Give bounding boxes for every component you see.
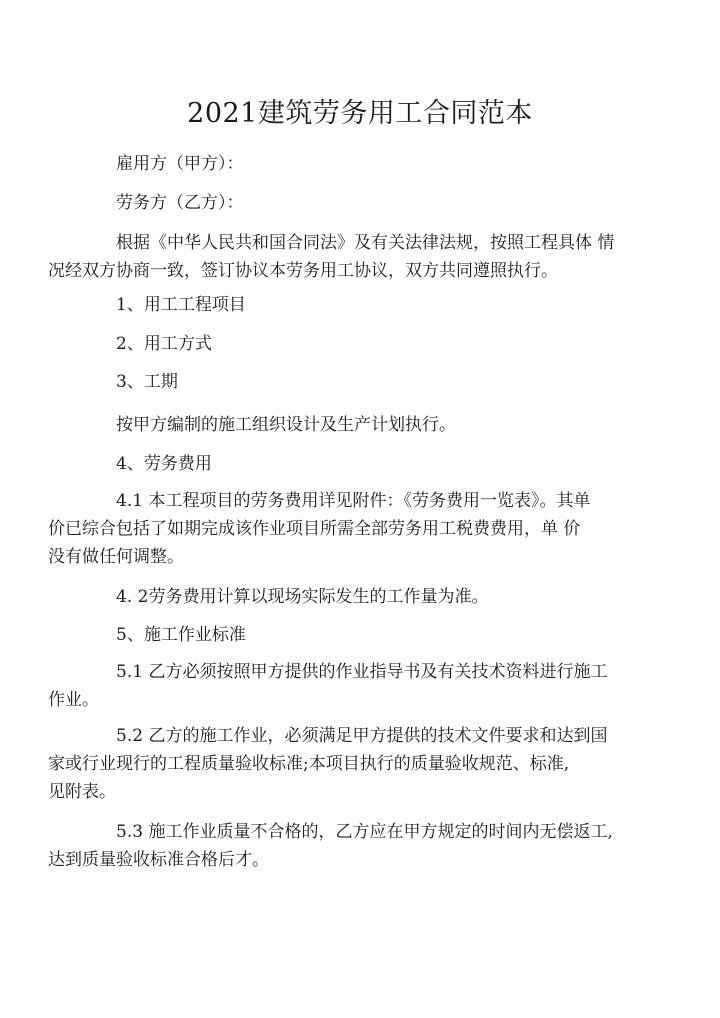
text-line: 5.2 乙方的施工作业，必须满足甲方提供的技术文件要求和达到国 [116, 726, 608, 746]
preamble-paragraph [48, 229, 642, 285]
text-line: 见附表。 [48, 782, 116, 802]
text-line: 5.3 施工作业质量不合格的，乙方应在甲方规定的时间内无偿返工, [116, 822, 613, 842]
employer-line [82, 150, 642, 178]
text-line: 没有做任何调整。 [48, 547, 184, 567]
text-line: 3、工期 [116, 372, 178, 392]
text-line: 4.1 本工程项目的劳务费用详见附件：《劳务费用一览表》。其单 [116, 491, 591, 511]
text-line: 2、用工方式 [116, 334, 212, 354]
text-line: 5、施工作业标准 [116, 625, 246, 645]
clause-5-1 [48, 658, 642, 714]
text-line: 按甲方编制的施工组织设计及生产计划执行。 [116, 415, 456, 435]
clause-5-2 [48, 722, 642, 806]
schedule-paragraph [82, 411, 642, 439]
clause-5-3 [48, 818, 642, 874]
section-heading-4 [82, 450, 642, 478]
text-line: 家或行业现行的工程质量验收标准;本项目执行的质量验收规范、标准, [48, 754, 570, 774]
text-line: 劳务方（乙方）： [116, 193, 244, 213]
section-heading-2 [82, 330, 642, 358]
text-line: 5.1 乙方必须按照甲方提供的作业指导书及有关技术资料进行施工 [116, 662, 608, 682]
laborer-line [82, 189, 642, 217]
text-line: 价已综合包括了如期完成该作业项目所需全部劳务用工税费费用，单 价 [48, 519, 581, 539]
text-line: 4、劳务费用 [116, 454, 212, 474]
section-heading-1 [82, 291, 642, 319]
text-line: 1、用工工程项目 [116, 295, 246, 315]
text-line: 达到质量验收标准合格后才。 [48, 850, 269, 870]
text-line: 作业。 [48, 690, 99, 710]
clause-4-2 [82, 583, 642, 611]
text-line: 雇用方（甲方）： [116, 154, 244, 174]
text-line: 4. 2劳务费用计算以现场实际发生的工作量为准。 [116, 587, 489, 607]
document-title: 2021建筑劳务用工合同范本 [187, 98, 533, 129]
text-line: 根据《中华人民共和国合同法》及有关法律法规，按照工程具体 情 [116, 233, 615, 253]
section-heading-5 [82, 621, 642, 649]
text-line: 况经双方协商一致，签订协议本劳务用工协议，双方共同遵照执行。 [48, 261, 558, 281]
clause-4-1 [48, 487, 642, 571]
section-heading-3 [82, 368, 642, 396]
